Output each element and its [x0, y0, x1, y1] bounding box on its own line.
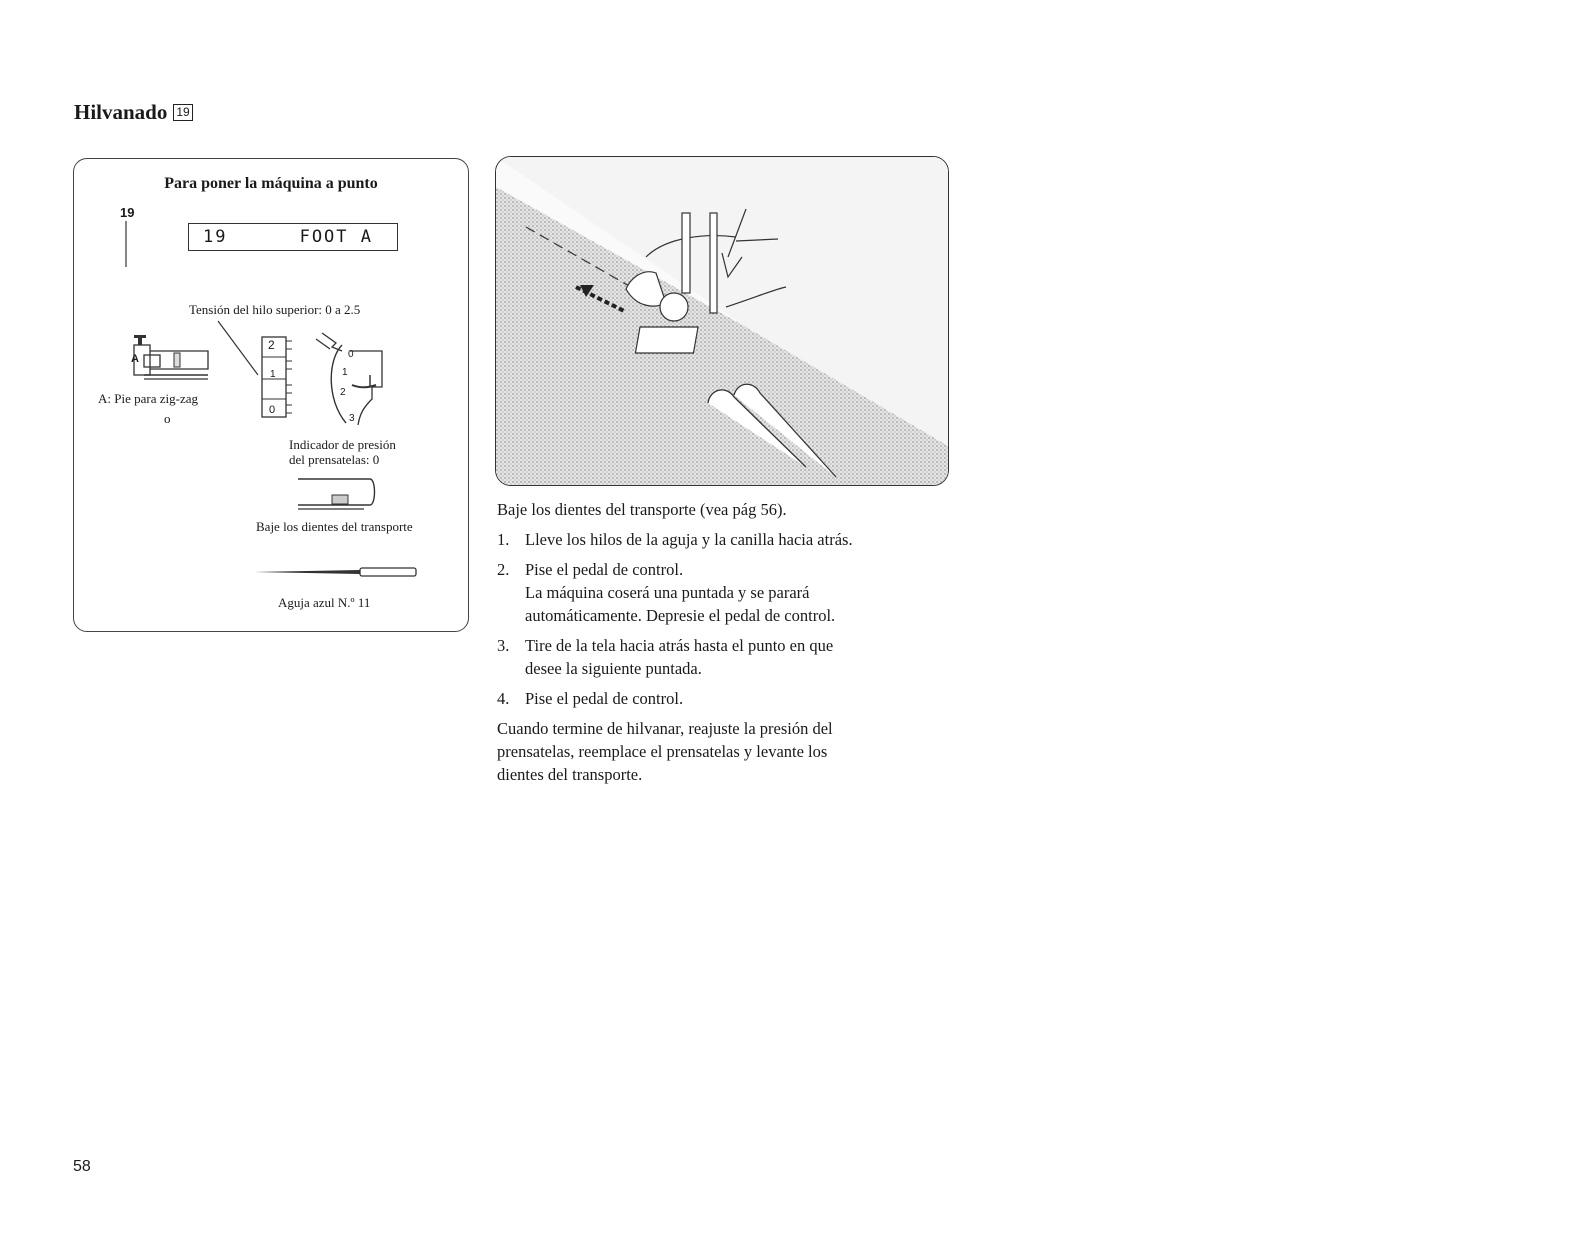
step-number: 3. [497, 636, 510, 655]
tension-label: Tensión del hilo superior: 0 a 2.5 [189, 302, 361, 317]
or-label: o [164, 411, 171, 426]
pressure-label-line2: del prensatelas: 0 [289, 452, 380, 467]
step-text: Pise el pedal de control. [525, 560, 684, 579]
step-text: Lleve los hilos de la aguja y la canilla hacia atrás. [525, 530, 853, 549]
list-item [497, 634, 957, 680]
title-text: Hilvanado [74, 100, 168, 124]
pressure-mark-2: 2 [340, 387, 346, 398]
sewing-illustration [495, 156, 949, 486]
tension-mark-2: 2 [268, 338, 275, 352]
settings-panel [73, 158, 469, 632]
step-number: 1. [497, 530, 510, 549]
list-item [497, 687, 957, 710]
feed-dog-lever-icon [294, 475, 380, 513]
closing-line: prensatelas, reemplace el prensatelas y levante los [497, 742, 828, 761]
foot-marking: A [131, 353, 139, 365]
tension-mark-1: 1 [270, 369, 276, 380]
basting-scene-icon [496, 157, 949, 486]
pressure-mark-0: 0 [348, 349, 354, 360]
step-number: 2. [497, 560, 510, 579]
step-text: Tire de la tela hacia atrás hasta el punto en que [525, 636, 834, 655]
closing-line: Cuando termine de hilvanar, reajuste la presión del [497, 719, 833, 738]
tension-mark-0: 0 [269, 404, 276, 416]
zigzag-foot-icon [114, 331, 214, 387]
tension-dial-icon [260, 335, 296, 421]
instructions [497, 498, 957, 793]
feed-label: Baje los dientes del transporte [256, 519, 413, 534]
intro-text: Baje los dientes del transporte (vea pág 56). [497, 500, 787, 519]
step-text: Pise el pedal de control. [525, 689, 684, 708]
list-item [497, 558, 957, 627]
pattern-number: 19 [120, 205, 135, 220]
needle-icon [250, 565, 420, 579]
lcd-pattern: 19 [203, 227, 228, 247]
lcd-foot: FOOT A [299, 227, 373, 247]
foot-label: A: Pie para zig-zag [98, 391, 198, 406]
needle-label: Aguja azul N.º 11 [278, 595, 371, 610]
closing-line: dientes del transporte. [497, 765, 643, 784]
page-number: 58 [73, 1158, 91, 1175]
lcd-display [188, 223, 398, 251]
settings-heading: Para poner la máquina a punto [164, 175, 378, 192]
pattern-badge: 19 [173, 104, 192, 121]
step-text: automáticamente. Depresie el pedal de control. [525, 606, 836, 625]
closing-text [497, 717, 957, 786]
pressure-mark-3: 3 [349, 413, 355, 424]
pressure-label [289, 437, 396, 467]
pressure-mark-1: 1 [342, 367, 348, 378]
step-text: desee la siguiente puntada. [525, 659, 702, 678]
tension-pointer-line-icon [214, 319, 264, 379]
pattern-indicator-line-icon [124, 221, 128, 269]
pressure-label-line1: Indicador de presión [289, 437, 396, 452]
list-item [497, 528, 957, 551]
page-title [74, 100, 193, 125]
step-number: 4. [497, 689, 510, 708]
step-text: La máquina coserá una puntada y se parará [525, 583, 810, 602]
